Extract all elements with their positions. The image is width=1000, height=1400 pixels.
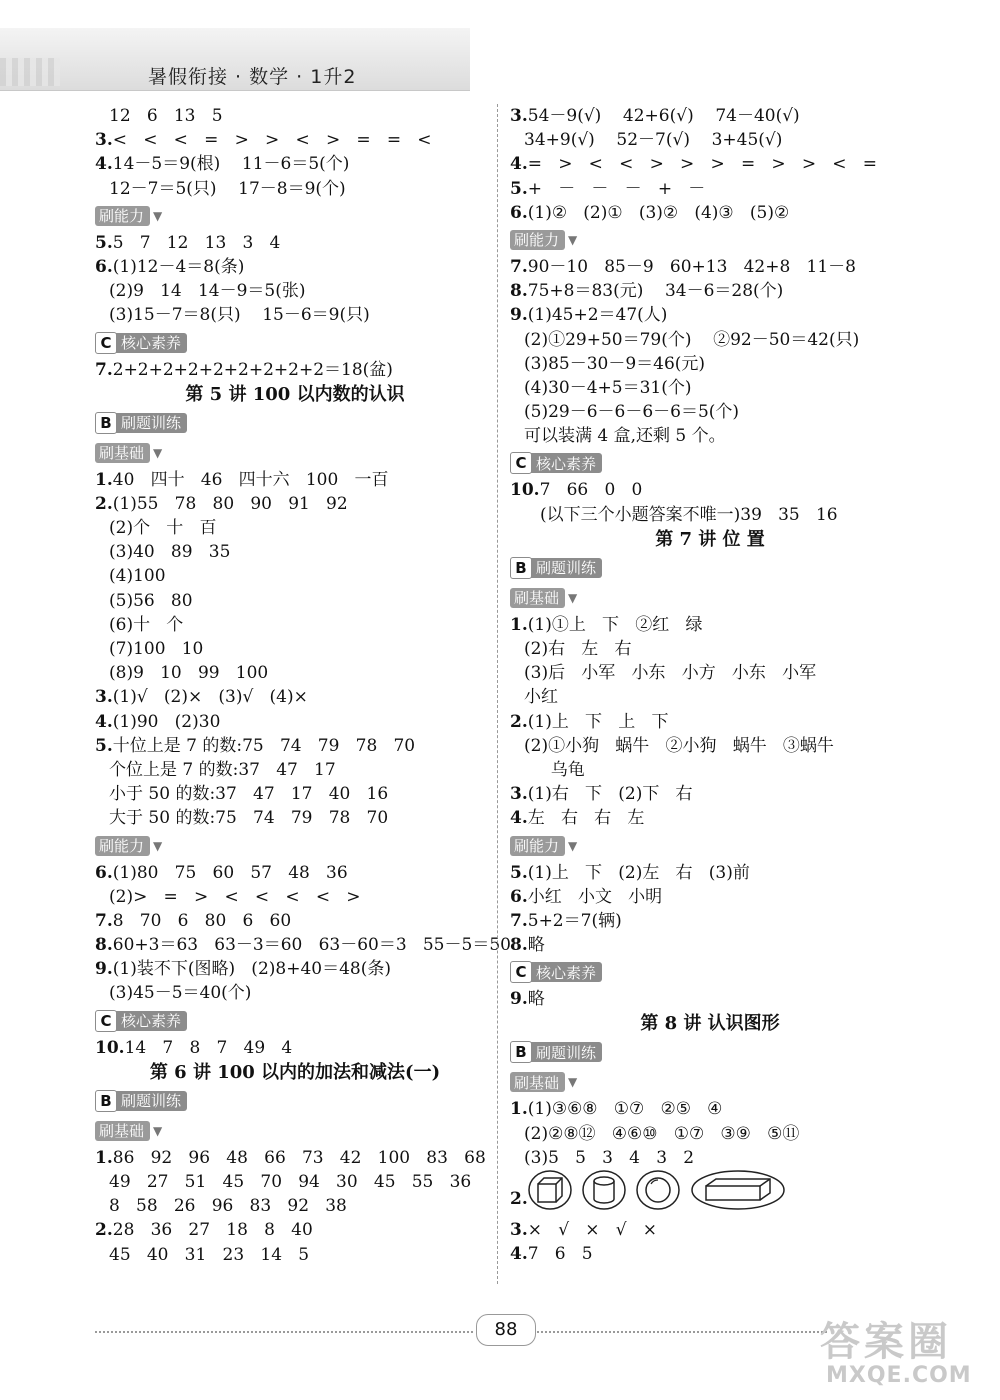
answer-text: 14－5＝9(根) 11－6＝5(个) — [112, 154, 350, 175]
question-number: 1. — [510, 1099, 528, 1120]
section-letter-badge: B — [510, 557, 532, 579]
section-tag — [510, 558, 602, 578]
header-decoration — [0, 58, 60, 86]
answer-text: < < < = > > < > = = < — [112, 130, 432, 151]
answer-line — [95, 861, 495, 885]
answer-line — [95, 685, 495, 709]
answer-line — [95, 128, 495, 152]
question-number: 3. — [510, 784, 528, 805]
answer-text: (1)45+2＝47(人) — [527, 305, 668, 326]
section-tag-row — [95, 831, 495, 861]
answer-line — [95, 104, 495, 128]
answer-line — [510, 933, 910, 957]
section-tag — [95, 836, 150, 856]
section-tag-row — [95, 328, 495, 358]
answer-line — [95, 358, 495, 382]
question-number: 5. — [510, 178, 528, 199]
section-tag-row — [510, 831, 910, 861]
answer-text: 略 — [527, 989, 545, 1010]
section-tag-row — [95, 1086, 495, 1116]
answer-line — [95, 710, 495, 734]
footer-rule-right — [537, 1331, 827, 1333]
watermark-line2: MXQE.COM — [826, 1363, 972, 1388]
question-number: 5. — [95, 735, 113, 756]
lesson-heading: 第 6 讲 100 以内的加法和减法(一) — [149, 1061, 441, 1083]
answer-line — [95, 661, 495, 685]
question-number: 9. — [510, 305, 528, 326]
answer-line — [95, 540, 495, 564]
question-number: 3. — [95, 687, 113, 708]
answer-line — [95, 782, 495, 806]
section-tag-label: 刷能力 — [514, 837, 560, 855]
section-tag-label: 刷题训练 — [121, 414, 182, 433]
section-tag-row — [95, 408, 495, 438]
section-tag-label: 刷能力 — [99, 837, 145, 855]
section-tag-row — [95, 1006, 495, 1036]
answer-text: × √ × √ × — [527, 1220, 657, 1240]
answer-text: (3)后 小军 小东 小方 小东 小军 — [524, 663, 817, 684]
answer-text: 略 — [527, 935, 545, 956]
answer-line — [95, 734, 495, 758]
section-tag-label: 刷基础 — [514, 589, 560, 608]
question-number: 4. — [510, 1244, 528, 1265]
answer-line — [95, 564, 495, 588]
question-number: 4. — [510, 808, 528, 829]
section-tag-row — [510, 553, 910, 583]
answer-text: 个位上是 7 的数:37 47 17 — [109, 759, 336, 780]
question-number: 7. — [95, 910, 113, 931]
watermark — [820, 1320, 990, 1390]
answer-text: (4)100 — [109, 566, 166, 587]
section-letter-badge: C — [510, 452, 532, 474]
section-tag-row — [95, 438, 495, 468]
answer-text: 54－9(√) 42+6(√) 74－40(√) — [527, 106, 800, 126]
answer-text: (1)② (2)① (3)② (4)③ (5)② — [527, 202, 790, 223]
answer-line — [510, 734, 910, 758]
section-letter-badge: B — [95, 412, 117, 434]
question-number: 10. — [510, 480, 540, 501]
answer-text: 2+2+2+2+2+2+2+2+2＝18(盆) — [112, 359, 393, 380]
answer-text: 45 40 31 23 14 5 — [109, 1244, 310, 1265]
lesson-heading: 第 5 讲 100 以内数的认识 — [185, 383, 405, 405]
answer-line — [95, 1146, 495, 1170]
answer-text: 90－10 85－9 60+13 42+8 11－8 — [527, 256, 856, 277]
answer-line — [510, 376, 910, 400]
section-tag — [510, 230, 565, 250]
answer-text: (1)装不下(图略) (2)8+40＝48(条) — [112, 959, 391, 980]
answer-text: (3)85－30－9＝46(元) — [524, 353, 706, 374]
section-tag-row — [510, 225, 910, 255]
answer-line — [510, 255, 910, 279]
section-tag-row — [95, 201, 495, 231]
section-tag — [510, 836, 565, 856]
answer-text: (8)9 10 99 100 — [109, 663, 269, 684]
section-tag — [95, 413, 187, 433]
question-number: 9. — [95, 959, 113, 980]
answer-text: 左 右 右 左 — [527, 808, 645, 829]
answer-text: (以下三个小题答案不唯一)39 35 16 — [540, 504, 838, 525]
column-divider — [497, 104, 498, 1284]
answer-text: (1)③⑥⑧ ①⑦ ②⑤ ④ — [527, 1099, 723, 1120]
section-tag-label: 核心素养 — [536, 454, 597, 473]
answer-line — [510, 303, 910, 327]
question-number: 3. — [510, 1220, 528, 1240]
section-tag — [95, 333, 187, 353]
answer-text: (3)5 5 3 4 3 2 — [524, 1147, 695, 1168]
answer-line — [510, 861, 910, 885]
answer-text: 12 6 13 5 — [109, 106, 223, 126]
answer-line — [510, 758, 910, 782]
question-number: 4. — [510, 154, 528, 175]
question-number: 8. — [510, 281, 528, 302]
section-letter-badge: C — [510, 961, 532, 983]
answer-text: (1)12－4＝8(条) — [112, 256, 245, 277]
answer-text: (1)上 下 (2)左 右 (3)前 — [527, 862, 750, 883]
answer-text: (1)①上 下 ②红 绿 — [527, 614, 703, 635]
answer-line — [95, 279, 495, 303]
answer-text: (7)100 10 — [109, 639, 204, 659]
section-tag-row — [510, 957, 910, 987]
question-number: 5. — [95, 232, 113, 253]
answer-text: (2)①29+50＝79(个) ②92－50＝42(只) — [524, 329, 860, 350]
answer-line — [95, 957, 495, 981]
answer-text: 49 27 51 45 70 94 30 45 55 36 — [109, 1172, 472, 1192]
footer-rule-left — [95, 1331, 473, 1333]
answer-line — [510, 478, 910, 502]
question-number: 8. — [510, 935, 528, 956]
answer-text: 小红 — [524, 687, 558, 708]
question-number: 8. — [95, 935, 113, 956]
answer-line — [510, 1122, 910, 1146]
triangle-down-icon: ▼ — [568, 838, 578, 853]
answer-text: 小于 50 的数:37 47 17 40 16 — [109, 784, 389, 805]
answer-line — [95, 152, 495, 176]
answer-text: 75+8＝83(元) 34－6＝28(个) — [527, 281, 784, 302]
section-letter-badge: B — [510, 1041, 532, 1063]
answer-text: (1)80 75 60 57 48 36 — [112, 862, 348, 883]
question-number: 7. — [510, 910, 528, 931]
section-tag-row — [510, 1037, 910, 1067]
section-tag — [510, 962, 602, 982]
question-number: 6. — [95, 862, 113, 883]
answer-text: 28 36 27 18 8 40 — [112, 1220, 313, 1241]
question-number: 3. — [510, 106, 528, 126]
answer-line — [510, 909, 910, 933]
answer-line — [510, 885, 910, 909]
question-number: 4. — [95, 154, 113, 175]
question-number: 10. — [95, 1037, 125, 1058]
answer-line — [95, 909, 495, 933]
answer-line — [95, 468, 495, 492]
section-tag-label: 刷能力 — [99, 207, 145, 226]
question-number: 6. — [510, 886, 528, 907]
answer-text: (1)√ (2)× (3)√ (4)× — [112, 687, 308, 708]
answer-line — [510, 1170, 910, 1218]
right-column — [510, 104, 910, 1266]
answer-line — [95, 1243, 495, 1267]
lesson-heading: 第 8 讲 认识图形 — [640, 1013, 780, 1035]
answer-line — [95, 231, 495, 255]
section-tag — [510, 588, 565, 608]
answer-line — [510, 352, 910, 376]
answer-text: (2)> = > < < < < > — [109, 886, 361, 907]
answer-line — [510, 637, 910, 661]
answer-line — [510, 503, 910, 527]
answer-line — [510, 424, 910, 448]
answer-text: (1)55 78 80 90 91 92 — [112, 493, 348, 514]
answer-text: + － － － + － — [527, 178, 706, 199]
question-number: 2. — [95, 1220, 113, 1241]
section-tag-label: 刷基础 — [99, 444, 145, 463]
answer-line — [510, 710, 910, 734]
page-number: 88 — [476, 1314, 536, 1346]
question-number: 2. — [510, 1189, 528, 1209]
section-letter-badge: C — [95, 1010, 117, 1032]
section-tag — [95, 443, 150, 463]
answer-text: (1)上 下 上 下 — [527, 711, 669, 732]
section-tag-row — [95, 1116, 495, 1146]
question-number: 2. — [510, 711, 528, 732]
answer-text: 8 70 6 80 6 60 — [112, 910, 292, 931]
answer-text: 大于 50 的数:75 74 79 78 70 — [109, 808, 389, 829]
section-letter-badge: B — [95, 1090, 117, 1112]
section-tag — [95, 1011, 187, 1031]
section-tag — [510, 1042, 602, 1062]
answer-text: 乌龟 — [540, 759, 585, 780]
answer-line — [95, 255, 495, 279]
section-tag — [510, 1072, 565, 1092]
question-number: 1. — [95, 1147, 113, 1168]
answer-line — [510, 806, 910, 830]
question-number: 6. — [95, 256, 113, 277]
answer-line — [510, 128, 910, 152]
lesson-heading: 第 7 讲 位 置 — [655, 528, 765, 550]
question-number: 1. — [95, 469, 113, 490]
answer-line — [510, 1097, 910, 1121]
answer-line — [95, 981, 495, 1005]
answer-line — [510, 328, 910, 352]
answer-text: 小红 小文 小明 — [527, 886, 663, 907]
answer-line — [95, 806, 495, 830]
section-tag-label: 核心素养 — [121, 334, 182, 352]
answer-text: 5+2＝7(辆) — [527, 910, 622, 931]
header-title: 暑假衔接 · 数学 · 1升2 — [148, 66, 357, 88]
answer-text: (2)①小狗 蜗牛 ②小狗 蜗牛 ③蜗牛 — [524, 735, 834, 756]
answer-text: (2)②⑧⑫ ④⑥⑩ ①⑦ ③⑨ ⑤⑪ — [524, 1123, 800, 1144]
answer-line — [510, 152, 910, 176]
section-tag — [95, 206, 150, 226]
triangle-down-icon: ▼ — [153, 1123, 163, 1138]
question-number: 6. — [510, 202, 528, 223]
answer-line — [95, 492, 495, 516]
answer-line — [95, 1036, 495, 1060]
answer-text: 34+9(√) 52－7(√) 3+45(√) — [524, 130, 783, 151]
answer-text: (2)9 14 14－9＝5(张) — [109, 281, 306, 302]
answer-text: 7 66 0 0 — [539, 480, 643, 501]
answer-text: (3)40 89 35 — [109, 542, 231, 563]
triangle-down-icon: ▼ — [153, 208, 163, 223]
answer-text: 12－7＝5(只) 17－8＝9(个) — [109, 178, 346, 199]
answer-line — [510, 201, 910, 225]
cuboid-icon — [690, 1170, 786, 1229]
answer-text: = > < < > > > = > > < = — [527, 154, 878, 175]
question-number: 1. — [510, 614, 528, 635]
section-letter-badge: C — [95, 332, 117, 354]
answer-text: (3)15－7＝8(只) 15－6＝9(只) — [109, 305, 370, 326]
answer-text: (1)右 下 (2)下 右 — [527, 784, 693, 805]
answer-line — [95, 933, 511, 957]
section-tag-row — [510, 583, 910, 613]
answer-text: (2)右 左 右 — [524, 639, 632, 659]
watermark-line1: 答案圈 — [820, 1319, 952, 1365]
answer-text: 十位上是 7 的数:75 74 79 78 70 — [112, 735, 416, 756]
section-tag-label: 刷基础 — [514, 1073, 560, 1092]
triangle-down-icon: ▼ — [568, 1075, 578, 1090]
answer-line — [510, 782, 910, 806]
section-tag — [95, 1121, 150, 1141]
answer-line — [510, 987, 910, 1011]
answer-text: (1)90 (2)30 — [112, 711, 221, 732]
answer-text: 5 7 12 13 3 4 — [112, 232, 281, 253]
answer-text: 86 92 96 48 66 73 42 100 83 68 — [112, 1147, 486, 1168]
left-column — [95, 104, 511, 1267]
question-number: 7. — [95, 359, 113, 380]
question-number: 7. — [510, 256, 528, 277]
answer-text: 14 7 8 7 49 4 — [124, 1037, 293, 1058]
triangle-down-icon: ▼ — [153, 838, 163, 853]
answer-line — [95, 1194, 495, 1218]
answer-line — [510, 1146, 910, 1170]
answer-line — [95, 177, 495, 201]
answer-line — [510, 104, 910, 128]
answer-text: (5)29－6－6－6－6＝5(个) — [524, 402, 740, 423]
answer-line — [95, 589, 495, 613]
question-number: 2. — [95, 493, 113, 514]
question-number: 9. — [510, 989, 528, 1010]
section-tag-label: 核心素养 — [536, 963, 597, 982]
answer-line — [95, 516, 495, 540]
answer-line — [95, 303, 495, 327]
answer-line — [95, 885, 495, 909]
answer-line — [510, 685, 910, 709]
answer-line — [510, 661, 910, 685]
answer-text: 7 6 5 — [527, 1244, 593, 1265]
triangle-down-icon: ▼ — [568, 232, 578, 247]
answer-line — [510, 400, 910, 424]
section-tag-row — [510, 448, 910, 478]
answer-text: (4)30－4+5＝31(个) — [524, 377, 692, 398]
answer-line — [510, 177, 910, 201]
answer-text: 8 58 26 96 83 92 38 — [109, 1196, 347, 1217]
answer-line — [95, 637, 495, 661]
section-tag-label: 刷能力 — [514, 231, 560, 250]
section-tag-label: 刷题训练 — [121, 1092, 182, 1111]
answer-text: 60+3＝63 63－3＝60 63－60＝3 55－5＝50 — [112, 935, 511, 956]
question-number: 5. — [510, 862, 528, 883]
question-number: 3. — [95, 130, 113, 151]
answer-text: (3)45－5＝40(个) — [109, 983, 252, 1004]
question-number: 4. — [95, 711, 113, 732]
answer-line — [95, 1218, 495, 1242]
answer-line — [510, 613, 910, 637]
answer-text: (6)十 个 — [109, 614, 184, 635]
answer-line — [95, 1170, 495, 1194]
answer-text: (5)56 80 — [109, 590, 193, 611]
section-tag — [510, 453, 602, 473]
answer-text: 40 四十 46 四十六 100 一百 — [112, 469, 389, 490]
section-tag-label: 刷基础 — [99, 1122, 145, 1141]
answer-line — [95, 613, 495, 637]
section-tag-label: 刷题训练 — [536, 559, 597, 578]
triangle-down-icon: ▼ — [568, 590, 578, 605]
section-tag-row — [510, 1067, 910, 1097]
answer-line — [510, 1242, 910, 1266]
section-tag-label: 核心素养 — [121, 1012, 182, 1031]
answer-text: (2)个 十 百 — [109, 518, 217, 539]
section-tag — [95, 1091, 187, 1111]
answer-text: 可以装满 4 盒,还剩 5 个。 — [524, 426, 726, 447]
section-tag-label: 刷题训练 — [536, 1043, 597, 1062]
answer-line — [510, 279, 910, 303]
triangle-down-icon: ▼ — [153, 445, 163, 460]
answer-line — [95, 758, 495, 782]
